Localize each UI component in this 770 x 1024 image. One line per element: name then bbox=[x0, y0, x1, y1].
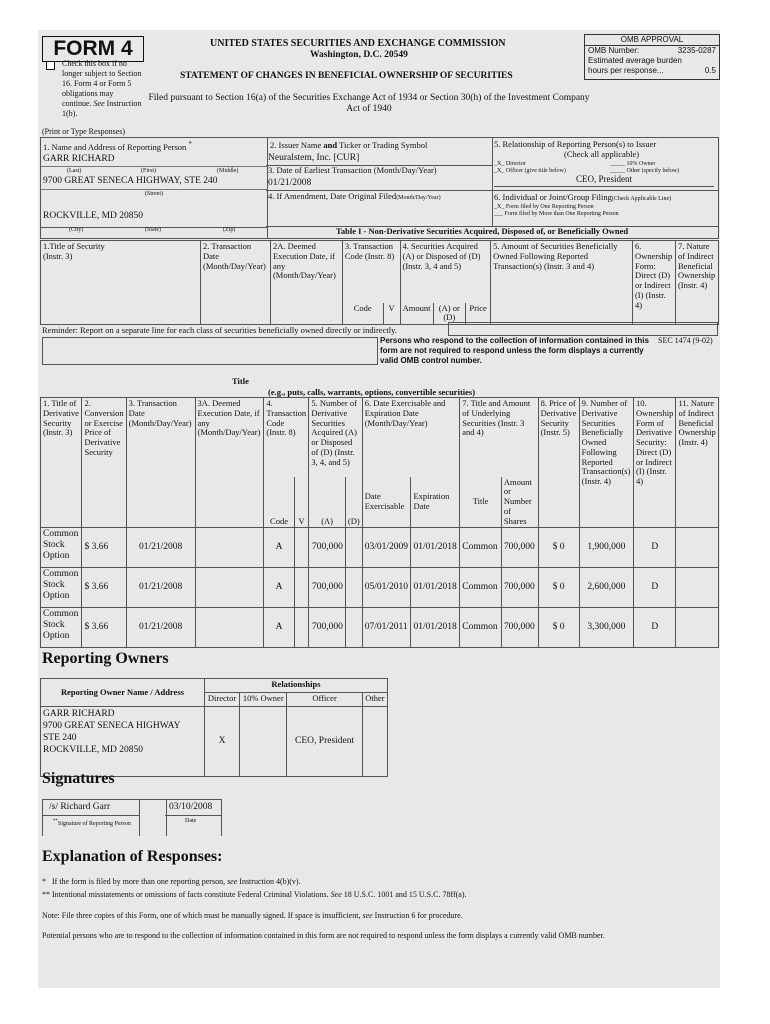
print-type-note: (Print or Type Responses) bbox=[42, 127, 126, 136]
one-person-option[interactable]: _X_ Form filed by One Reporting Person bbox=[494, 204, 594, 210]
signatures-heading: Signatures bbox=[42, 770, 115, 787]
t1-amount: Amount bbox=[400, 303, 433, 325]
t1-col-2a: 2A. Deemed Execution Date, if any (Month/Day/Year) bbox=[270, 241, 342, 325]
signature-label: **Signature of Reporting Person bbox=[53, 819, 131, 827]
issuer-name: Neuralstem, Inc. [CUR] bbox=[268, 153, 360, 163]
table-1-title: Table I - Non-Derivative Securities Acquired, Disposed of, or Beneficially Owned bbox=[336, 226, 629, 236]
other-option[interactable]: _____ Other (specify below) bbox=[610, 168, 680, 174]
signer-name: /s/ Richard Garr bbox=[49, 802, 111, 812]
box-2-label: 2. Issuer Name and Ticker or Trading Symbol bbox=[270, 140, 428, 150]
t1-code: Code bbox=[342, 303, 383, 325]
t2-h3: 3. Transaction Date (Month/Day/Year) bbox=[126, 398, 195, 528]
last-label: (Last) bbox=[67, 168, 82, 174]
checkbox-text: Check this box if no longer subject to Section 16. Form 4 or Form 5 obligations may continue. See Instruction 1(b). bbox=[62, 59, 142, 118]
box-5-label: 5. Relationship of Reporting Person(s) to Issuer bbox=[494, 139, 657, 149]
table-1-title-cell bbox=[266, 226, 719, 239]
t2-h9: 9. Number of Derivative Securities Beneficially Owned Following Reported Transaction(s) (Instr. 4) bbox=[579, 398, 633, 528]
t1-col-4: 4. Securities Acquired (A) or Disposed of (D) (Instr. 3, 4 and 5) bbox=[400, 241, 491, 303]
table-2 bbox=[40, 397, 719, 648]
t2-h5: 5. Number of Derivative Securities Acquired (A) or Disposed of (D) (Instr. 3, 4, and 5) bbox=[309, 398, 362, 477]
sec-code: SEC 1474 (9-02) bbox=[658, 336, 713, 345]
city-label: (City) bbox=[69, 227, 84, 233]
signature-date: 03/10/2008 bbox=[169, 802, 213, 812]
middle-label: (Middle) bbox=[217, 168, 239, 174]
table-2-title: Title bbox=[232, 376, 249, 386]
state-label: (State) bbox=[145, 227, 161, 233]
more-persons-option[interactable]: ___ Form filed by More than One Reporting Person bbox=[494, 211, 619, 217]
city-address: ROCKVILLE, MD 20850 bbox=[43, 211, 144, 221]
box-4-amendment bbox=[266, 190, 493, 227]
street-address: 9700 GREAT SENECA HIGHWAY, STE 240 bbox=[43, 176, 218, 186]
t1-col-5: 5. Amount of Securities Beneficially Owned Following Reported Transaction(s) (Instr. 3 and 4) bbox=[491, 241, 633, 325]
box-5-relationship bbox=[492, 137, 719, 191]
t1-col-3: 3. Transaction Code (Instr. 8) bbox=[342, 241, 400, 303]
owner-other-mark bbox=[362, 707, 387, 777]
t2-date-exercisable: Date Exercisable bbox=[362, 477, 411, 528]
table-2-subtitle: (e.g., puts, calls, warrants, options, convertible securities) bbox=[268, 387, 476, 397]
form-page bbox=[38, 30, 720, 988]
t2-h8: 8. Price of Derivative Security (Instr. 5) bbox=[538, 398, 579, 528]
t1-price: Price bbox=[466, 303, 491, 325]
t2-d: (D) bbox=[345, 477, 362, 528]
t2-h6: 6. Date Exercisable and Expiration Date (Month/Day/Year) bbox=[362, 398, 460, 477]
owner-officer-header: Officer bbox=[287, 693, 362, 707]
note-1: * If the form is filed by more than one reporting person, see Instruction 4(b)(v). bbox=[42, 877, 301, 886]
table-row: Common Stock Option $ 3.66 01/21/2008 A 700,000 03/01/2009 01/01/2018 Common 700,000 $ 0 1,900,000 D bbox=[41, 528, 719, 568]
note-3: Note: File three copies of this Form, one of which must be manually signed. If space is insufficient, see Instruction 6 for procedure. bbox=[42, 911, 463, 920]
t1-col-2: 2. Transaction Date (Month/Day/Year) bbox=[201, 241, 271, 325]
t2-h2: 2. Conversion or Exercise Price of Derivative Security bbox=[82, 398, 126, 528]
t1-col-1: 1.Title of Security (Instr. 3) bbox=[41, 241, 201, 325]
ten-pct-option[interactable]: _____ 10% Owner bbox=[610, 161, 656, 167]
t1-v: V bbox=[383, 303, 400, 325]
signature-date-box bbox=[165, 799, 222, 836]
officer-option[interactable]: _X_ Officer (give title below) bbox=[494, 168, 566, 174]
t2-amount-shares: Amount or Number of Shares bbox=[501, 477, 538, 528]
owner-10pct-header: 10% Owner bbox=[240, 693, 287, 707]
filed-pursuant: Filed pursuant to Section 16(a) of the Securities Exchange Act of 1934 or Section 30(h) of the Investment Company Act of 1940 bbox=[148, 93, 590, 114]
reminder-text: Reminder: Report on a separate line for each class of securities beneficially owned directly or indirectly. bbox=[42, 325, 397, 335]
t2-h7: 7. Title and Amount of Underlying Securities (Instr. 3 and 4) bbox=[460, 398, 538, 477]
owner-officer-title: CEO, President bbox=[287, 707, 362, 777]
reporting-owners-heading: Reporting Owners bbox=[42, 650, 169, 667]
t2-v: V bbox=[294, 477, 309, 528]
signature-box bbox=[42, 799, 139, 836]
t2-h1: 1. Title of Derivative Security (Instr. 3) bbox=[41, 398, 82, 528]
street-label: (Street) bbox=[145, 191, 163, 197]
box-3-label: 3. Date of Earliest Transaction (Month/Day/Year) bbox=[268, 165, 437, 175]
zip-label: (Zip) bbox=[223, 227, 236, 233]
box-1-city-labels bbox=[40, 226, 268, 239]
officer-title: CEO, President bbox=[576, 174, 632, 184]
omb-approval-box bbox=[584, 34, 720, 80]
form-title: FORM 4 bbox=[53, 37, 133, 60]
t1-col-6: 6. Ownership Form: Direct (D) or Indirect (I) (Instr. 4) bbox=[632, 241, 675, 325]
t2-code: Code bbox=[264, 477, 294, 528]
box-3-earliest-date bbox=[266, 164, 493, 191]
director-option[interactable]: _X_ Director bbox=[494, 161, 526, 167]
signature-spacer bbox=[139, 799, 167, 836]
t2-h4: 4. Transaction Code (Instr. 8) bbox=[264, 398, 309, 477]
box-4-label: 4. If Amendment, Date Original Filed(Month/Day/Year) bbox=[268, 191, 441, 201]
earliest-transaction-date: 01/21/2008 bbox=[268, 178, 312, 188]
t2-title: Title bbox=[460, 477, 502, 528]
omb-hours-row: hours per response... 0.5 bbox=[588, 66, 716, 75]
agency-location: Washington, D.C. 20549 bbox=[310, 50, 408, 60]
t1-aord: (A) or (D) bbox=[433, 303, 466, 325]
explanation-heading: Explanation of Responses: bbox=[42, 848, 223, 865]
persons-notice: Persons who respond to the collection of information contained in this form are not required to respond unless the form displays a currently valid OMB control number. bbox=[380, 336, 649, 365]
no-longer-subject-checkbox[interactable] bbox=[46, 61, 55, 70]
signature-date-label: Date bbox=[185, 818, 197, 824]
t1-col-7: 7. Nature of Indirect Beneficial Ownership (Instr. 4) bbox=[675, 241, 718, 325]
omb-title: OMB APPROVAL bbox=[585, 35, 719, 46]
box-1-label: 1. Name and Address of Reporting Person * bbox=[43, 140, 192, 152]
owner-10pct-mark bbox=[240, 707, 287, 777]
table-row: Common Stock Option $ 3.66 01/21/2008 A 700,000 07/01/2011 01/01/2018 Common 700,000 $ 0 3,300,000 D bbox=[41, 608, 719, 648]
box-2-issuer bbox=[266, 137, 493, 166]
table-1 bbox=[40, 240, 719, 325]
note-2: ** Intentional misstatements or omissions of facts constitute Federal Criminal Violations. See 18 U.S.C. 1001 and 15 U.S.C. 78ff(a). bbox=[42, 890, 467, 899]
first-label: (First) bbox=[141, 168, 156, 174]
reporting-person-name: GARR RICHARD bbox=[43, 154, 115, 164]
t2-expiration: Expiration Date bbox=[411, 477, 460, 528]
owner-director-header: Director bbox=[204, 693, 239, 707]
check-all-applicable: (Check all applicable) bbox=[564, 149, 640, 159]
statement-title: STATEMENT OF CHANGES IN BENEFICIAL OWNERSHIP OF SECURITIES bbox=[180, 71, 513, 81]
reminder-box bbox=[448, 322, 718, 336]
owner-other-header: Other bbox=[362, 693, 387, 707]
omb-number-row: OMB Number: 3235-0287 bbox=[588, 46, 716, 55]
owner-address: GARR RICHARD 9700 GREAT SENECA HIGHWAY STE 240 ROCKVILLE, MD 20850 bbox=[41, 707, 205, 777]
reporting-owners-table bbox=[40, 678, 388, 777]
box-6-filing bbox=[492, 189, 719, 227]
agency-name: UNITED STATES SECURITIES AND EXCHANGE COMMISSION bbox=[210, 38, 506, 49]
t2-h3a: 3A. Deemed Execution Date, if any (Month/Day/Year) bbox=[195, 398, 264, 528]
box-6-label: 6. Individual or Joint/Group Filing(Check Applicable Line) bbox=[494, 192, 672, 202]
owner-director-mark: X bbox=[204, 707, 239, 777]
omb-burden: Estimated average burden bbox=[588, 56, 682, 65]
table-row: Common Stock Option $ 3.66 01/21/2008 A 700,000 05/01/2010 01/01/2018 Common 700,000 $ 0 2,600,000 D bbox=[41, 568, 719, 608]
owner-name-header: Reporting Owner Name / Address bbox=[41, 679, 205, 707]
t2-a: (A) bbox=[309, 477, 345, 528]
t2-h10: 10. Ownership Form of Derivative Security: Direct (D) or Indirect (I) (Instr. 4) bbox=[634, 398, 676, 528]
owner-row bbox=[41, 707, 388, 777]
relationships-header: Relationships bbox=[204, 679, 387, 693]
box-1-reporting-person bbox=[40, 137, 268, 228]
notice-left-box bbox=[42, 337, 378, 365]
t2-h11: 11. Nature of Indirect Beneficial Ownership (Instr. 4) bbox=[676, 398, 719, 528]
note-4: Potential persons who are to respond to the collection of information contained in this form are not required to respond unless the form displays a currently valid OMB number. bbox=[42, 931, 605, 940]
